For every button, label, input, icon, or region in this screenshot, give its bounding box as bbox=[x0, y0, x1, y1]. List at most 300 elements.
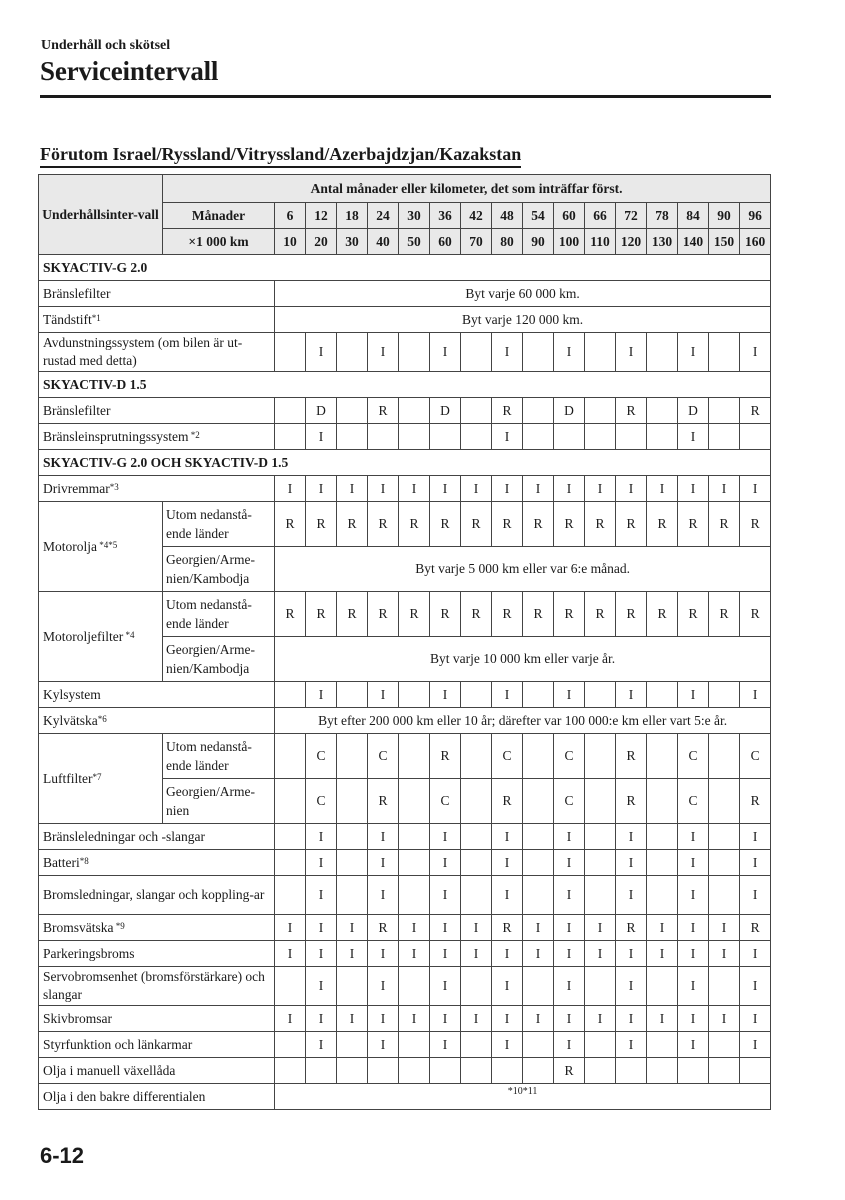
interval-cell: I bbox=[554, 967, 585, 1006]
interval-cell bbox=[461, 876, 492, 915]
interval-cell: I bbox=[399, 915, 430, 941]
interval-cell bbox=[461, 682, 492, 708]
item-label-text: SKYACTIV-G 2.0 bbox=[43, 259, 148, 275]
interval-cell bbox=[430, 424, 461, 450]
interval-cell: I bbox=[306, 850, 337, 876]
footnote-ref: *6 bbox=[97, 713, 107, 724]
item-label-text: Bränslefilter bbox=[43, 402, 111, 418]
interval-cell bbox=[337, 682, 368, 708]
item-label-text: Bromsledningar, slangar och koppling-ar bbox=[43, 887, 265, 902]
month-header: 84 bbox=[678, 203, 709, 229]
interval-cell bbox=[461, 824, 492, 850]
interval-cell: I bbox=[306, 824, 337, 850]
item-label-text: Olja i den bakre differentialen bbox=[43, 1088, 206, 1104]
interval-cell: I bbox=[306, 941, 337, 967]
item-label bbox=[39, 967, 275, 1006]
month-header: 18 bbox=[337, 203, 368, 229]
interval-cell: C bbox=[678, 779, 709, 824]
interval-cell: I bbox=[461, 941, 492, 967]
interval-cell: I bbox=[709, 915, 740, 941]
months-label: Månader bbox=[163, 203, 275, 229]
interval-note: *10*11 bbox=[275, 1084, 771, 1110]
interval-cell: I bbox=[709, 941, 740, 967]
interval-cell: R bbox=[647, 592, 678, 637]
interval-cell bbox=[585, 682, 616, 708]
table-row bbox=[39, 734, 771, 779]
interval-cell bbox=[740, 424, 771, 450]
interval-cell: I bbox=[430, 333, 461, 372]
item-label-text: Luftfilter bbox=[43, 770, 93, 786]
item-label bbox=[39, 850, 275, 876]
interval-cell bbox=[709, 824, 740, 850]
footnote-ref: *8 bbox=[79, 855, 89, 866]
interval-cell: C bbox=[554, 779, 585, 824]
interval-cell: I bbox=[616, 967, 647, 1006]
month-header: 54 bbox=[523, 203, 554, 229]
interval-cell: I bbox=[275, 915, 306, 941]
interval-cell bbox=[399, 398, 430, 424]
interval-cell bbox=[337, 1058, 368, 1084]
interval-cell bbox=[275, 876, 306, 915]
interval-cell: R bbox=[430, 592, 461, 637]
interval-cell: I bbox=[616, 476, 647, 502]
interval-cell: I bbox=[616, 333, 647, 372]
interval-cell: I bbox=[492, 1006, 523, 1032]
interval-cell bbox=[399, 1032, 430, 1058]
table-row bbox=[39, 850, 771, 876]
item-label-text: Tändstift bbox=[43, 311, 92, 327]
page-title: Serviceintervall bbox=[40, 56, 219, 86]
km-header: 10 bbox=[275, 229, 306, 255]
interval-note: Byt efter 200 000 km eller 10 år; därefter var 100 000:e km eller vart 5:e år. bbox=[275, 708, 771, 734]
interval-cell bbox=[461, 850, 492, 876]
interval-cell: I bbox=[554, 850, 585, 876]
interval-cell bbox=[461, 398, 492, 424]
interval-cell bbox=[461, 1032, 492, 1058]
interval-cell: R bbox=[523, 502, 554, 547]
interval-cell: I bbox=[585, 941, 616, 967]
table-row bbox=[39, 1084, 771, 1110]
interval-cell: R bbox=[585, 592, 616, 637]
item-label-text: Olja i manuell växellåda bbox=[43, 1062, 176, 1078]
interval-cell bbox=[647, 734, 678, 779]
interval-cell: R bbox=[678, 502, 709, 547]
interval-cell: I bbox=[430, 850, 461, 876]
interval-cell bbox=[368, 1058, 399, 1084]
interval-cell bbox=[523, 398, 554, 424]
interval-cell: I bbox=[647, 1006, 678, 1032]
interval-cell bbox=[554, 424, 585, 450]
interval-cell: I bbox=[740, 850, 771, 876]
interval-cell: R bbox=[616, 398, 647, 424]
interval-cell: I bbox=[616, 941, 647, 967]
interval-cell bbox=[461, 424, 492, 450]
km-header: 130 bbox=[647, 229, 678, 255]
item-label-text: Motoroljefilter bbox=[43, 628, 124, 644]
interval-note: Byt varje 10 000 km eller varje år. bbox=[275, 637, 771, 682]
interval-cell: I bbox=[368, 1006, 399, 1032]
section-row-label bbox=[39, 450, 771, 476]
interval-cell: I bbox=[678, 333, 709, 372]
interval-cell: I bbox=[430, 967, 461, 1006]
month-header: 6 bbox=[275, 203, 306, 229]
interval-cell: R bbox=[461, 502, 492, 547]
interval-cell: I bbox=[616, 876, 647, 915]
interval-cell: C bbox=[306, 734, 337, 779]
interval-cell: I bbox=[430, 941, 461, 967]
interval-cell: C bbox=[492, 734, 523, 779]
interval-cell: I bbox=[306, 476, 337, 502]
interval-cell: I bbox=[678, 967, 709, 1006]
interval-cell: I bbox=[306, 876, 337, 915]
interval-cell: I bbox=[678, 876, 709, 915]
interval-cell bbox=[585, 424, 616, 450]
interval-cell bbox=[399, 876, 430, 915]
interval-cell: I bbox=[740, 333, 771, 372]
interval-cell: R bbox=[585, 502, 616, 547]
footnote-ref: *9 bbox=[113, 920, 125, 931]
table-row bbox=[39, 424, 771, 450]
interval-cell bbox=[399, 1058, 430, 1084]
interval-cell bbox=[306, 1058, 337, 1084]
interval-note: Byt varje 60 000 km. bbox=[275, 281, 771, 307]
footnote-ref: *1 bbox=[91, 312, 101, 323]
item-label bbox=[39, 333, 275, 372]
sub-item-label: Utom nedanstå-ende länder bbox=[163, 734, 275, 779]
interval-cell: I bbox=[740, 876, 771, 915]
month-header: 66 bbox=[585, 203, 616, 229]
item-label bbox=[39, 876, 275, 915]
interval-cell bbox=[337, 850, 368, 876]
footnote-ref: *4*5 bbox=[97, 539, 118, 550]
interval-cell: I bbox=[554, 915, 585, 941]
item-label bbox=[39, 398, 275, 424]
interval-cell bbox=[678, 1058, 709, 1084]
interval-cell: I bbox=[492, 850, 523, 876]
interval-cell bbox=[585, 779, 616, 824]
section-label: Underhåll och skötsel bbox=[41, 38, 171, 53]
title-rule bbox=[40, 95, 771, 98]
section-row-label bbox=[39, 372, 771, 398]
interval-cell bbox=[368, 424, 399, 450]
interval-cell: I bbox=[523, 476, 554, 502]
table-row bbox=[39, 824, 771, 850]
km-header: 40 bbox=[368, 229, 399, 255]
interval-cell: R bbox=[616, 734, 647, 779]
interval-cell: I bbox=[306, 333, 337, 372]
month-header: 42 bbox=[461, 203, 492, 229]
km-label: ×1 000 km bbox=[163, 229, 275, 255]
interval-cell bbox=[523, 1058, 554, 1084]
table-row bbox=[39, 1032, 771, 1058]
interval-cell: R bbox=[306, 592, 337, 637]
interval-cell bbox=[585, 824, 616, 850]
km-header: 120 bbox=[616, 229, 647, 255]
item-label bbox=[39, 476, 275, 502]
table-row bbox=[39, 502, 771, 547]
item-label-text: Bränsleledningar och -slangar bbox=[43, 828, 205, 844]
interval-cell: I bbox=[368, 850, 399, 876]
interval-cell bbox=[275, 850, 306, 876]
interval-cell: R bbox=[306, 502, 337, 547]
interval-cell: I bbox=[368, 941, 399, 967]
interval-cell bbox=[647, 850, 678, 876]
interval-cell: I bbox=[492, 333, 523, 372]
interval-cell bbox=[461, 967, 492, 1006]
month-header: 24 bbox=[368, 203, 399, 229]
interval-cell bbox=[275, 734, 306, 779]
table-row bbox=[39, 708, 771, 734]
interval-cell: I bbox=[709, 476, 740, 502]
sub-item-label: Georgien/Arme-nien/Kambodja bbox=[163, 637, 275, 682]
interval-note: Byt varje 5 000 km eller var 6:e månad. bbox=[275, 547, 771, 592]
interval-cell bbox=[275, 398, 306, 424]
footnote-ref: *3 bbox=[109, 481, 119, 492]
interval-cell bbox=[585, 1032, 616, 1058]
table-row bbox=[39, 941, 771, 967]
interval-cell: I bbox=[337, 941, 368, 967]
km-header: 20 bbox=[306, 229, 337, 255]
interval-cell bbox=[275, 333, 306, 372]
interval-cell: I bbox=[306, 1006, 337, 1032]
interval-cell bbox=[337, 824, 368, 850]
interval-cell: D bbox=[430, 398, 461, 424]
interval-cell: I bbox=[492, 941, 523, 967]
interval-cell bbox=[275, 1032, 306, 1058]
interval-cell: I bbox=[368, 333, 399, 372]
interval-cell: I bbox=[368, 1032, 399, 1058]
interval-cell bbox=[647, 1032, 678, 1058]
interval-cell: I bbox=[554, 941, 585, 967]
interval-cell: I bbox=[554, 682, 585, 708]
table-row bbox=[39, 876, 771, 915]
interval-cell bbox=[275, 1058, 306, 1084]
month-header: 90 bbox=[709, 203, 740, 229]
sub-item-label: Utom nedanstå-ende länder bbox=[163, 502, 275, 547]
interval-cell: I bbox=[616, 1006, 647, 1032]
interval-cell: R bbox=[740, 915, 771, 941]
interval-cell bbox=[709, 333, 740, 372]
interval-cell bbox=[709, 779, 740, 824]
interval-cell: I bbox=[554, 1032, 585, 1058]
interval-cell bbox=[275, 967, 306, 1006]
interval-cell bbox=[616, 424, 647, 450]
interval-cell: I bbox=[430, 824, 461, 850]
interval-cell: I bbox=[740, 967, 771, 1006]
interval-cell: C bbox=[368, 734, 399, 779]
table-row bbox=[39, 333, 771, 372]
interval-cell: D bbox=[306, 398, 337, 424]
interval-column-header: Underhållsinter-vall bbox=[39, 175, 163, 255]
interval-cell: I bbox=[368, 682, 399, 708]
interval-cell: I bbox=[306, 682, 337, 708]
interval-cell bbox=[740, 1058, 771, 1084]
interval-cell: C bbox=[554, 734, 585, 779]
section-row-label bbox=[39, 255, 771, 281]
interval-cell bbox=[585, 967, 616, 1006]
sub-item-label: Georgien/Arme-nien/Kambodja bbox=[163, 547, 275, 592]
month-header: 30 bbox=[399, 203, 430, 229]
interval-cell: R bbox=[368, 779, 399, 824]
interval-cell: R bbox=[399, 502, 430, 547]
interval-cell bbox=[585, 850, 616, 876]
interval-cell: R bbox=[647, 502, 678, 547]
interval-cell: I bbox=[275, 1006, 306, 1032]
table-row bbox=[39, 592, 771, 637]
item-label-text: Skivbromsar bbox=[43, 1010, 112, 1026]
item-label bbox=[39, 1032, 275, 1058]
interval-cell bbox=[523, 424, 554, 450]
item-label-text: Parkeringsbroms bbox=[43, 945, 135, 961]
interval-cell: C bbox=[740, 734, 771, 779]
interval-cell: I bbox=[554, 476, 585, 502]
interval-cell: I bbox=[616, 850, 647, 876]
item-label-text: Kylvätska bbox=[43, 712, 98, 728]
interval-cell: I bbox=[337, 915, 368, 941]
interval-cell: I bbox=[554, 333, 585, 372]
interval-cell: I bbox=[430, 1032, 461, 1058]
page-number: 6-12 bbox=[40, 1143, 85, 1168]
interval-cell bbox=[523, 967, 554, 1006]
interval-cell bbox=[337, 424, 368, 450]
interval-cell: R bbox=[678, 592, 709, 637]
interval-cell bbox=[647, 779, 678, 824]
interval-cell: I bbox=[368, 967, 399, 1006]
interval-cell bbox=[585, 876, 616, 915]
interval-cell bbox=[647, 424, 678, 450]
month-header: 36 bbox=[430, 203, 461, 229]
table-row bbox=[39, 915, 771, 941]
km-header: 70 bbox=[461, 229, 492, 255]
interval-cell: I bbox=[430, 682, 461, 708]
interval-cell bbox=[275, 824, 306, 850]
interval-cell bbox=[709, 967, 740, 1006]
interval-cell: I bbox=[337, 476, 368, 502]
interval-cell: R bbox=[740, 398, 771, 424]
interval-cell bbox=[647, 824, 678, 850]
interval-cell bbox=[399, 824, 430, 850]
interval-cell: R bbox=[461, 592, 492, 637]
interval-cell bbox=[523, 876, 554, 915]
interval-cell bbox=[647, 876, 678, 915]
interval-cell bbox=[399, 850, 430, 876]
interval-cell: R bbox=[275, 502, 306, 547]
interval-cell: I bbox=[492, 876, 523, 915]
interval-cell bbox=[585, 398, 616, 424]
interval-cell: I bbox=[523, 1006, 554, 1032]
interval-cell bbox=[585, 333, 616, 372]
interval-cell: R bbox=[740, 592, 771, 637]
interval-cell: I bbox=[368, 824, 399, 850]
table-row bbox=[39, 1058, 771, 1084]
km-header: 110 bbox=[585, 229, 616, 255]
item-label bbox=[39, 941, 275, 967]
item-label-text: Drivremmar bbox=[43, 480, 110, 496]
interval-cell bbox=[492, 1058, 523, 1084]
km-header: 80 bbox=[492, 229, 523, 255]
interval-cell: I bbox=[430, 1006, 461, 1032]
interval-cell: R bbox=[368, 592, 399, 637]
interval-cell: R bbox=[523, 592, 554, 637]
interval-cell: R bbox=[616, 502, 647, 547]
group-label bbox=[39, 734, 163, 824]
interval-cell: I bbox=[430, 915, 461, 941]
interval-cell: R bbox=[740, 779, 771, 824]
interval-note: Byt varje 120 000 km. bbox=[275, 307, 771, 333]
interval-cell bbox=[461, 734, 492, 779]
interval-cell: D bbox=[554, 398, 585, 424]
item-label bbox=[39, 1058, 275, 1084]
item-label-text: Batteri bbox=[43, 854, 80, 870]
interval-cell: I bbox=[306, 915, 337, 941]
interval-cell bbox=[399, 333, 430, 372]
item-label-text: Kylsystem bbox=[43, 686, 101, 702]
interval-cell: I bbox=[492, 424, 523, 450]
table-row bbox=[39, 281, 771, 307]
interval-cell: I bbox=[740, 1032, 771, 1058]
interval-cell: I bbox=[306, 967, 337, 1006]
interval-cell: R bbox=[616, 779, 647, 824]
interval-cell bbox=[585, 1058, 616, 1084]
interval-cell: I bbox=[523, 941, 554, 967]
interval-cell: I bbox=[275, 476, 306, 502]
interval-cell bbox=[337, 967, 368, 1006]
interval-cell: I bbox=[678, 424, 709, 450]
item-label-text: Bromsvätska bbox=[43, 919, 114, 935]
item-label bbox=[39, 824, 275, 850]
month-header: 12 bbox=[306, 203, 337, 229]
interval-cell: R bbox=[554, 592, 585, 637]
interval-cell: I bbox=[678, 1006, 709, 1032]
interval-cell bbox=[523, 850, 554, 876]
interval-cell: R bbox=[368, 915, 399, 941]
item-label-text: Avdunstningssystem (om bilen är ut-rustad med detta) bbox=[43, 335, 243, 368]
km-header: 60 bbox=[430, 229, 461, 255]
interval-cell bbox=[523, 1032, 554, 1058]
interval-cell: R bbox=[492, 779, 523, 824]
interval-cell: R bbox=[492, 915, 523, 941]
interval-cell: I bbox=[585, 915, 616, 941]
interval-cell: I bbox=[430, 476, 461, 502]
interval-cell: I bbox=[647, 476, 678, 502]
interval-cell: I bbox=[678, 824, 709, 850]
interval-cell: I bbox=[492, 1032, 523, 1058]
interval-cell: I bbox=[709, 1006, 740, 1032]
table-row bbox=[39, 967, 771, 1006]
month-header: 96 bbox=[740, 203, 771, 229]
interval-cell: I bbox=[678, 941, 709, 967]
interval-cell: I bbox=[647, 915, 678, 941]
interval-cell bbox=[647, 1058, 678, 1084]
interval-cell: I bbox=[399, 1006, 430, 1032]
interval-cell bbox=[337, 398, 368, 424]
interval-cell: I bbox=[492, 967, 523, 1006]
item-label bbox=[39, 424, 275, 450]
interval-cell: R bbox=[709, 502, 740, 547]
item-label bbox=[39, 682, 275, 708]
interval-cell: I bbox=[461, 476, 492, 502]
km-header: 150 bbox=[709, 229, 740, 255]
interval-cell bbox=[461, 779, 492, 824]
interval-cell: I bbox=[337, 1006, 368, 1032]
interval-cell: R bbox=[616, 915, 647, 941]
interval-cell: I bbox=[492, 824, 523, 850]
km-header: 140 bbox=[678, 229, 709, 255]
interval-cell bbox=[709, 1032, 740, 1058]
interval-cell: I bbox=[554, 824, 585, 850]
interval-cell: C bbox=[678, 734, 709, 779]
interval-cell: I bbox=[430, 876, 461, 915]
